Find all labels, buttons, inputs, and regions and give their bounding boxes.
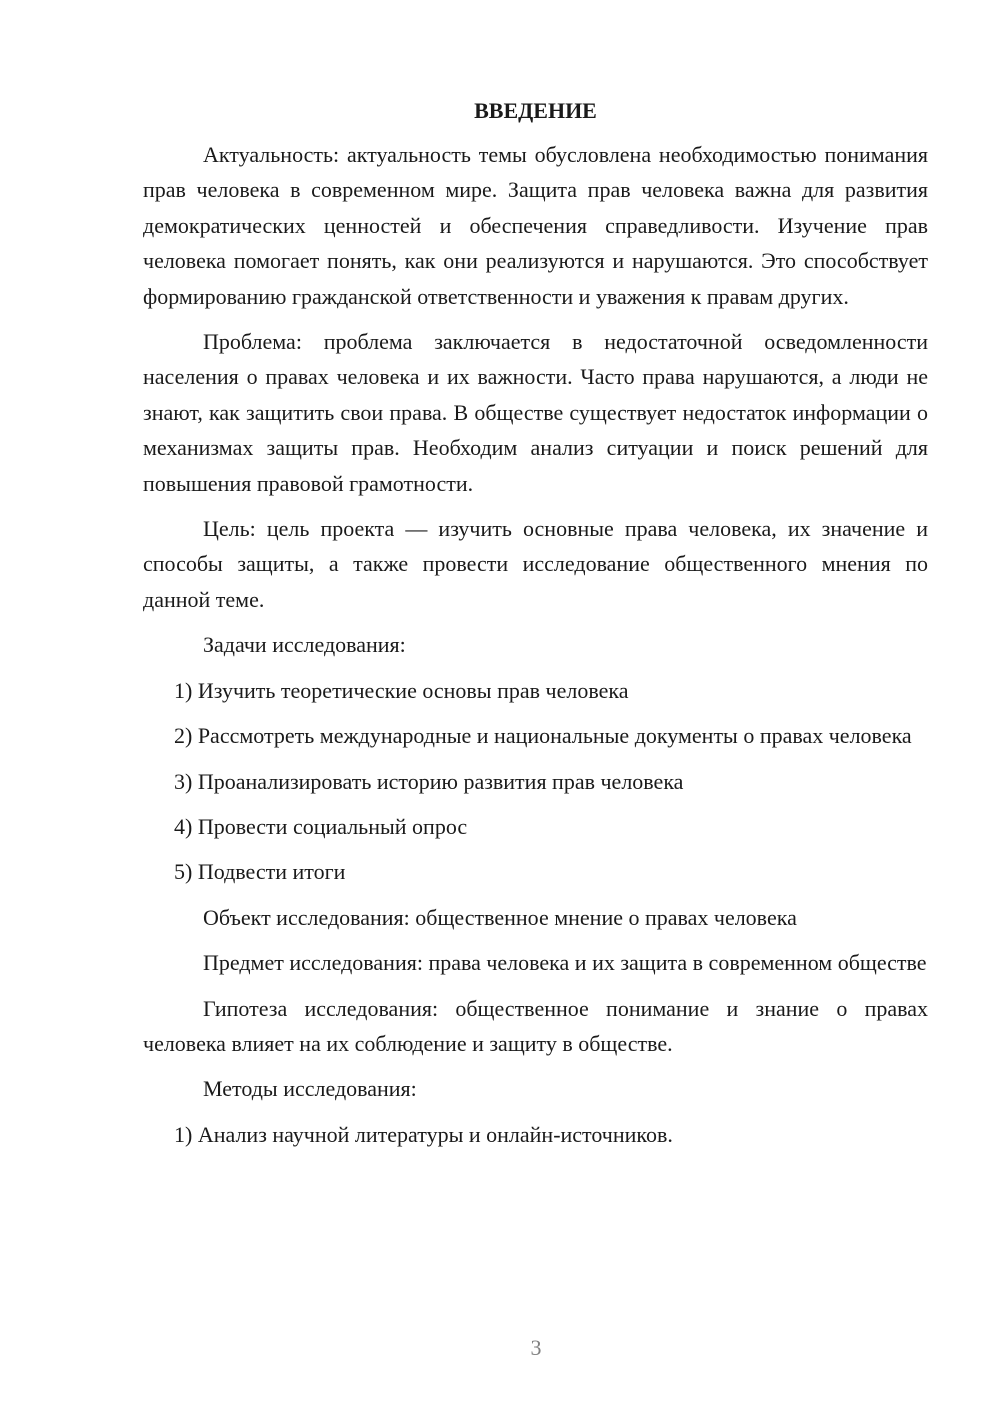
relevance-paragraph: Актуальность: актуальность темы обусловлена необходимостью понимания прав человека в современном мире. Защита прав человека важна для развития демократических ценностей и обеспечения справедливости. Изучение прав человека помогает понять, как они реализуются и нарушаются. Это способствует формированию гражданской ответственности и уважения к правам других. [143,142,928,309]
problem-paragraph: Проблема: проблема заключается в недостаточной осведомленности населения о правах человека и их важности. Часто права нарушаются, а люди не знают, как защитить свои права. В обществе существует недостаток информации о механизмах защиты прав. Необходим анализ ситуации и поиск решений для повышения правовой грамотности. [143,329,928,496]
hypothesis-paragraph: Гипотеза исследования: общественное понимание и знание о правах человека влияет на их соблюдение и защиту в обществе. [143,995,928,1056]
task-item: 3) Проанализировать историю развития прав человека [174,768,684,794]
task-item: 5) Подвести итоги [174,859,346,885]
document-body [143,95,928,1162]
page-title: ВВЕДЕНИЕ [474,98,597,123]
page-number: 3 [530,1335,542,1360]
goal-paragraph: Цель: цель проекта — изучить основные права человека, их значение и способы защиты, а также провести исследование общественного мнения по данной теме. [143,516,928,612]
object-paragraph: Объект исследования: общественное мнение о правах человека [203,904,797,930]
task-item: 1) Изучить теоретические основы прав человека [174,677,629,703]
method-item: 1) Анализ научной литературы и онлайн-источников. [174,1121,673,1147]
task-item: 2) Рассмотреть международные и национальные документы о правах человека [174,723,912,749]
tasks-heading: Задачи исследования: [203,632,406,658]
task-item: 4) Провести социальный опрос [174,813,468,839]
subject-paragraph: Предмет исследования: права человека и их защита в современном обществе [203,950,927,976]
methods-heading: Методы исследования: [203,1076,417,1102]
